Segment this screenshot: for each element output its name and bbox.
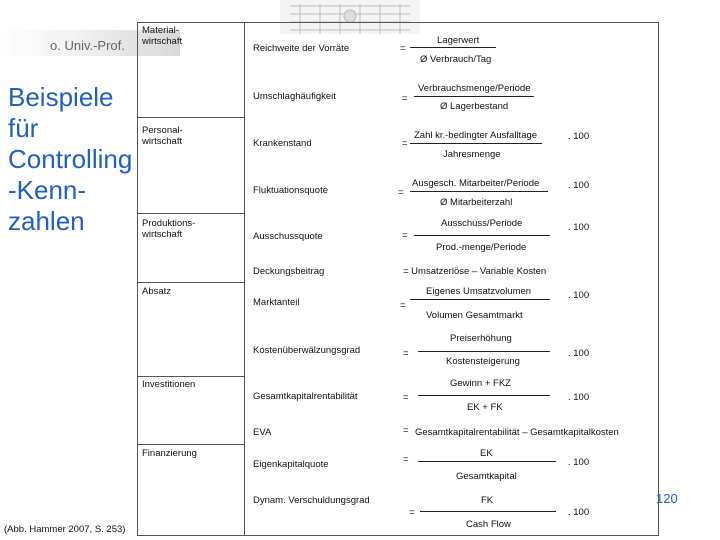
category-materialwirtschaft xyxy=(142,25,242,47)
category-line: Produktions- xyxy=(142,218,196,229)
metric-umschlag: Umschlaghäufigkeit xyxy=(253,91,336,102)
citation: (Abb. Hammer 2007, S. 253) xyxy=(4,524,126,535)
formula-numerator: Ausgesch. Mitarbeiter/Periode xyxy=(412,178,540,189)
fraction-bar xyxy=(410,47,496,48)
metric-deckungsbeitrag: Deckungsbeitrag xyxy=(253,266,325,277)
equals-sign: = xyxy=(403,348,409,359)
formula-numerator: Verbrauchsmenge/Periode xyxy=(418,83,531,94)
category-produktionswirtschaft xyxy=(142,218,242,240)
equals-sign: = xyxy=(402,93,408,104)
slide-title xyxy=(8,82,133,237)
formula-numerator: Lagerwert xyxy=(437,35,480,46)
category-line: Personal- xyxy=(142,125,183,136)
times-hundred: . 100 xyxy=(568,507,590,518)
metric-krankenstand: Krankenstand xyxy=(253,138,312,149)
formula-deckungsbeitrag: = Umsatzerlöse – Variable Kosten xyxy=(403,266,547,277)
fraction-bar xyxy=(418,461,556,462)
times-hundred: . 100 xyxy=(568,392,590,403)
category-investitionen: Investitionen xyxy=(142,379,196,390)
formula-denominator: Kostensteigerung xyxy=(446,356,520,367)
formula-eva: Gesamtkapitalrentabilität – Gesamtkapitalkosten xyxy=(415,427,619,438)
category-line: wirtschaft xyxy=(142,36,183,47)
equals-sign: = xyxy=(402,138,408,149)
formula-numerator: Gewinn + FKZ xyxy=(450,378,511,389)
equals-sign: = xyxy=(409,507,415,518)
row-divider xyxy=(137,213,245,214)
metric-fluktuation: Fluktuationsquote xyxy=(253,185,328,196)
formula-denominator: Ø Verbrauch/Tag xyxy=(420,54,492,65)
formula-denominator: Ø Lagerbestand xyxy=(440,101,509,112)
formula-denominator: Volumen Gesamtmarkt xyxy=(426,310,523,321)
formula-denominator: Cash Flow xyxy=(466,519,511,530)
equals-sign: = xyxy=(400,300,406,311)
fraction-bar xyxy=(410,191,548,192)
category-absatz: Absatz xyxy=(142,286,172,297)
author-label: o. Univ.-Prof. xyxy=(50,38,125,53)
equals-sign: = xyxy=(398,187,404,198)
metric-gesamtkapitalrentabilitaet: Gesamtkapitalrentabilität xyxy=(253,391,358,402)
times-hundred: . 100 xyxy=(568,131,590,142)
row-divider xyxy=(137,376,245,377)
table-column-divider xyxy=(244,22,245,536)
title-line-1: Beispiele xyxy=(8,82,114,112)
row-divider xyxy=(137,444,245,445)
equals-sign: = xyxy=(403,425,409,436)
metric-kostenueberwaelzung: Kostenüberwälzungsgrad xyxy=(253,345,361,356)
metric-eigenkapitalquote: Eigenkapitalquote xyxy=(253,459,329,470)
times-hundred: . 100 xyxy=(568,290,590,301)
metric-reichweite: Reichweite der Vorräte xyxy=(253,43,350,54)
formula-numerator: Eigenes Umsatzvolumen xyxy=(426,286,532,297)
fraction-bar xyxy=(418,395,550,396)
fraction-bar xyxy=(414,235,550,236)
fraction-bar xyxy=(420,511,556,512)
fraction-bar xyxy=(410,143,542,144)
metric-ausschuss: Ausschussquote xyxy=(253,231,323,242)
times-hundred: . 100 xyxy=(568,348,590,359)
category-line: wirtschaft xyxy=(142,229,183,240)
page-number: 120 xyxy=(656,491,678,506)
equals-sign: = xyxy=(403,392,409,403)
row-divider xyxy=(137,282,245,283)
formula-numerator: Ausschuss/Periode xyxy=(441,218,523,229)
title-line-3: Controlling xyxy=(8,144,133,174)
metric-marktanteil: Marktanteil xyxy=(253,297,300,308)
formula-numerator: FK xyxy=(481,495,494,506)
title-line-4: -Kenn- xyxy=(8,175,87,205)
title-line-2: für xyxy=(8,113,39,143)
times-hundred: . 100 xyxy=(568,222,590,233)
metric-verschuldungsgrad: Dynam. Verschuldungsgrad xyxy=(253,495,370,506)
category-personalwirtschaft xyxy=(142,125,242,147)
fraction-bar xyxy=(418,351,550,352)
formula-denominator: EK + FK xyxy=(467,402,503,413)
formula-numerator: Zahl kr.-bedingter Ausfalltage xyxy=(414,130,538,141)
equals-sign: = xyxy=(400,43,406,54)
row-divider xyxy=(137,117,245,118)
fraction-bar xyxy=(414,96,534,97)
title-line-5: zahlen xyxy=(8,206,85,236)
category-line: Material- xyxy=(142,25,179,36)
equals-sign: = xyxy=(403,454,409,465)
formula-denominator: Ø Mitarbeiterzahl xyxy=(440,197,513,208)
formula-numerator: Preiserhöhung xyxy=(450,333,512,344)
fraction-bar xyxy=(410,299,550,300)
formula-denominator: Jahresmenge xyxy=(443,149,501,160)
category-finanzierung: Finanzierung xyxy=(142,448,197,459)
metric-eva: EVA xyxy=(253,427,272,438)
formula-numerator: EK xyxy=(480,448,493,459)
category-line: wirtschaft xyxy=(142,136,183,147)
equals-sign: = xyxy=(402,230,408,241)
times-hundred: . 100 xyxy=(568,180,590,191)
times-hundred: . 100 xyxy=(568,457,590,468)
formula-denominator: Prod.-menge/Periode xyxy=(436,242,527,253)
formula-denominator: Gesamtkapital xyxy=(456,471,517,482)
